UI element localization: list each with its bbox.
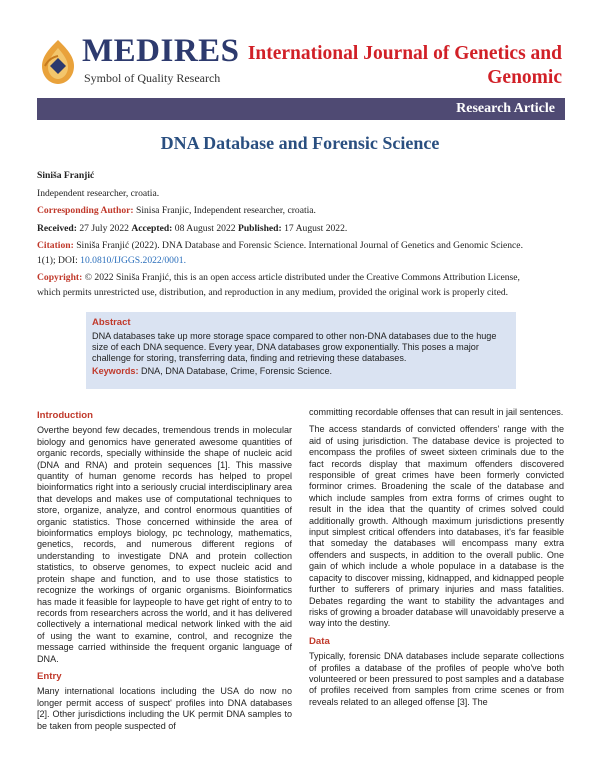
corresponding-text: Sinisa Franjic, Independent researcher, croatia.	[135, 205, 316, 216]
journal-title-line-2: Genomic	[487, 67, 562, 88]
citation-volume: 1(1); DOI:	[37, 255, 78, 266]
copyright-text-2: which permits unrestricted use, distribution, and reproduction in any medium, provided the original work is properly cited.	[37, 287, 509, 298]
author-block	[37, 168, 565, 183]
corresponding-author	[37, 203, 565, 218]
introduction-heading: Introduction	[37, 410, 93, 421]
received-date: 27 July 2022	[79, 223, 129, 234]
citation-block	[37, 238, 565, 268]
doi-link[interactable]: 10.0810/IJGGS.2022/0001.	[80, 255, 186, 266]
abstract-body: DNA databases take up more storage space compared to other non-DNA databases due to the huge size of each DNA sequence. Every year, DNA databases grow exponentially. This poses a major challenge for storing, transferring data, finding and retrieving these databases.	[92, 331, 497, 363]
right-paragraph-2: The access standards of convicted offenders' range with the aid of using jurisdiction. The database device is projected to encompass the profiles of sweet sixteen criminals due to the fact records display that maximum offenders discovered responsible of great crimes have been formerly convicted forminor crimes. Broadening the scale of the database and which include samples from extra forms of crimes ought to result in the idea that the quantity of crimes solved could additionally growth. Although maximum jurisdictions presently input simplest critical offenders into databases, it's far feasible that someday the databases will encompass many extra offenders and suspects, in addition to the overall public. One gain of which include a whole populace in a database is the capacity to discover missing, kidnapped, and kidnapped people further to sufferers of primary injuries and mass fatalities. Debates regarding the want to stability the advantages and risks of growing a broader database will unavoidably preserve a way into the destiny.	[309, 424, 564, 629]
right-column	[309, 407, 564, 714]
citation-text: Siniša Franjić (2022). DNA Database and Forensic Science. International Journal of Genetics and Genomic Science.	[76, 240, 523, 251]
brand-tagline: Symbol of Quality Research	[84, 71, 221, 85]
entry-paragraph: Many international locations including the USA do now no longer permit access of suspect' profiles into DNA databases [2]. Other jurisdictions including the UK permit DNA samples to be taken from people suspected of	[37, 686, 292, 731]
keywords-label: Keywords:	[92, 366, 139, 376]
journal-title	[222, 42, 562, 90]
author-name: Siniša Franjić	[37, 170, 95, 181]
copyright-block	[37, 270, 565, 300]
published-label: Published:	[237, 223, 282, 234]
abstract-box	[86, 312, 516, 389]
copyright-text-1: © 2022 Siniša Franjić, this is an open access article distributed under the Creative Commons Attribution License,	[84, 272, 520, 283]
dates-line	[37, 221, 565, 236]
accepted-date: 08 August 2022	[174, 223, 236, 234]
accepted-label: Accepted:	[131, 223, 173, 234]
article-type-label: Research Article	[456, 101, 555, 116]
article-type-banner	[37, 98, 565, 120]
introduction-paragraph: Overthe beyond few decades, tremendous trends in molecular biology and genomics have generated awesome quantities of organic records, specially withinside the shape of nucleic acid (DNA and RNA) and protein sequences [1]. This massive quantity of human genome records has helped to propel bioinformatics right into a seriously crucial interdisciplinary area that develops and makes use of computational techniques to store, organize, analyze, and control enormous quantities of organic statistics. Those concerned withinside the area of bioinformatics employs biology, pc technology, mathematics, genetics, records, and numerous different regions of understanding to investigate DNA and protein collection statistics, to observe genomes, to expect nucleic acid and protein shape and function, and to use those statistics to recognize the workings of organic organisms. Bioinformatics has made it feasible for laypeople to have get right of entry to to records from researchers across the world, and it has delivered collectively a international medical network linked with the aid of using the want to examine, control, and recognize the message carried withinside the frequent organic language of DNA.	[37, 425, 292, 664]
data-paragraph: Typically, forensic DNA databases include separate collections of profiles a database of the profiles of people who've both volunteered or been pressured to post samples and a database of profiles received from samples from crime scenes or from reveals related to an alleged offense [3]. The	[309, 651, 564, 707]
keywords-text: DNA, DNA Database, Crime, Forensic Science.	[141, 366, 333, 376]
medires-logo-icon	[36, 36, 80, 88]
paper-title: DNA Database and Forensic Science	[160, 133, 440, 153]
left-column	[37, 410, 292, 738]
brand-name: MEDIRES	[82, 33, 240, 69]
abstract-heading: Abstract	[92, 317, 131, 328]
affiliation: Independent researcher, croatia.	[37, 188, 160, 199]
keywords-line	[92, 366, 510, 376]
citation-line-1	[37, 238, 565, 253]
published-date: 17 August 2022.	[284, 223, 348, 234]
received-label: Received:	[37, 223, 77, 234]
corresponding-label: Corresponding Author:	[37, 205, 134, 216]
copyright-line-1	[37, 270, 565, 285]
publisher-logo	[36, 33, 240, 92]
data-heading: Data	[309, 635, 330, 647]
right-paragraph-1: committing recordable offenses that can result in jail sentences.	[309, 407, 564, 417]
citation-label: Citation:	[37, 240, 74, 251]
copyright-label: Copyright:	[37, 272, 83, 283]
citation-line-2	[37, 253, 565, 268]
entry-heading: Entry	[37, 670, 62, 682]
journal-title-line-1: International Journal of Genetics and	[247, 43, 562, 64]
